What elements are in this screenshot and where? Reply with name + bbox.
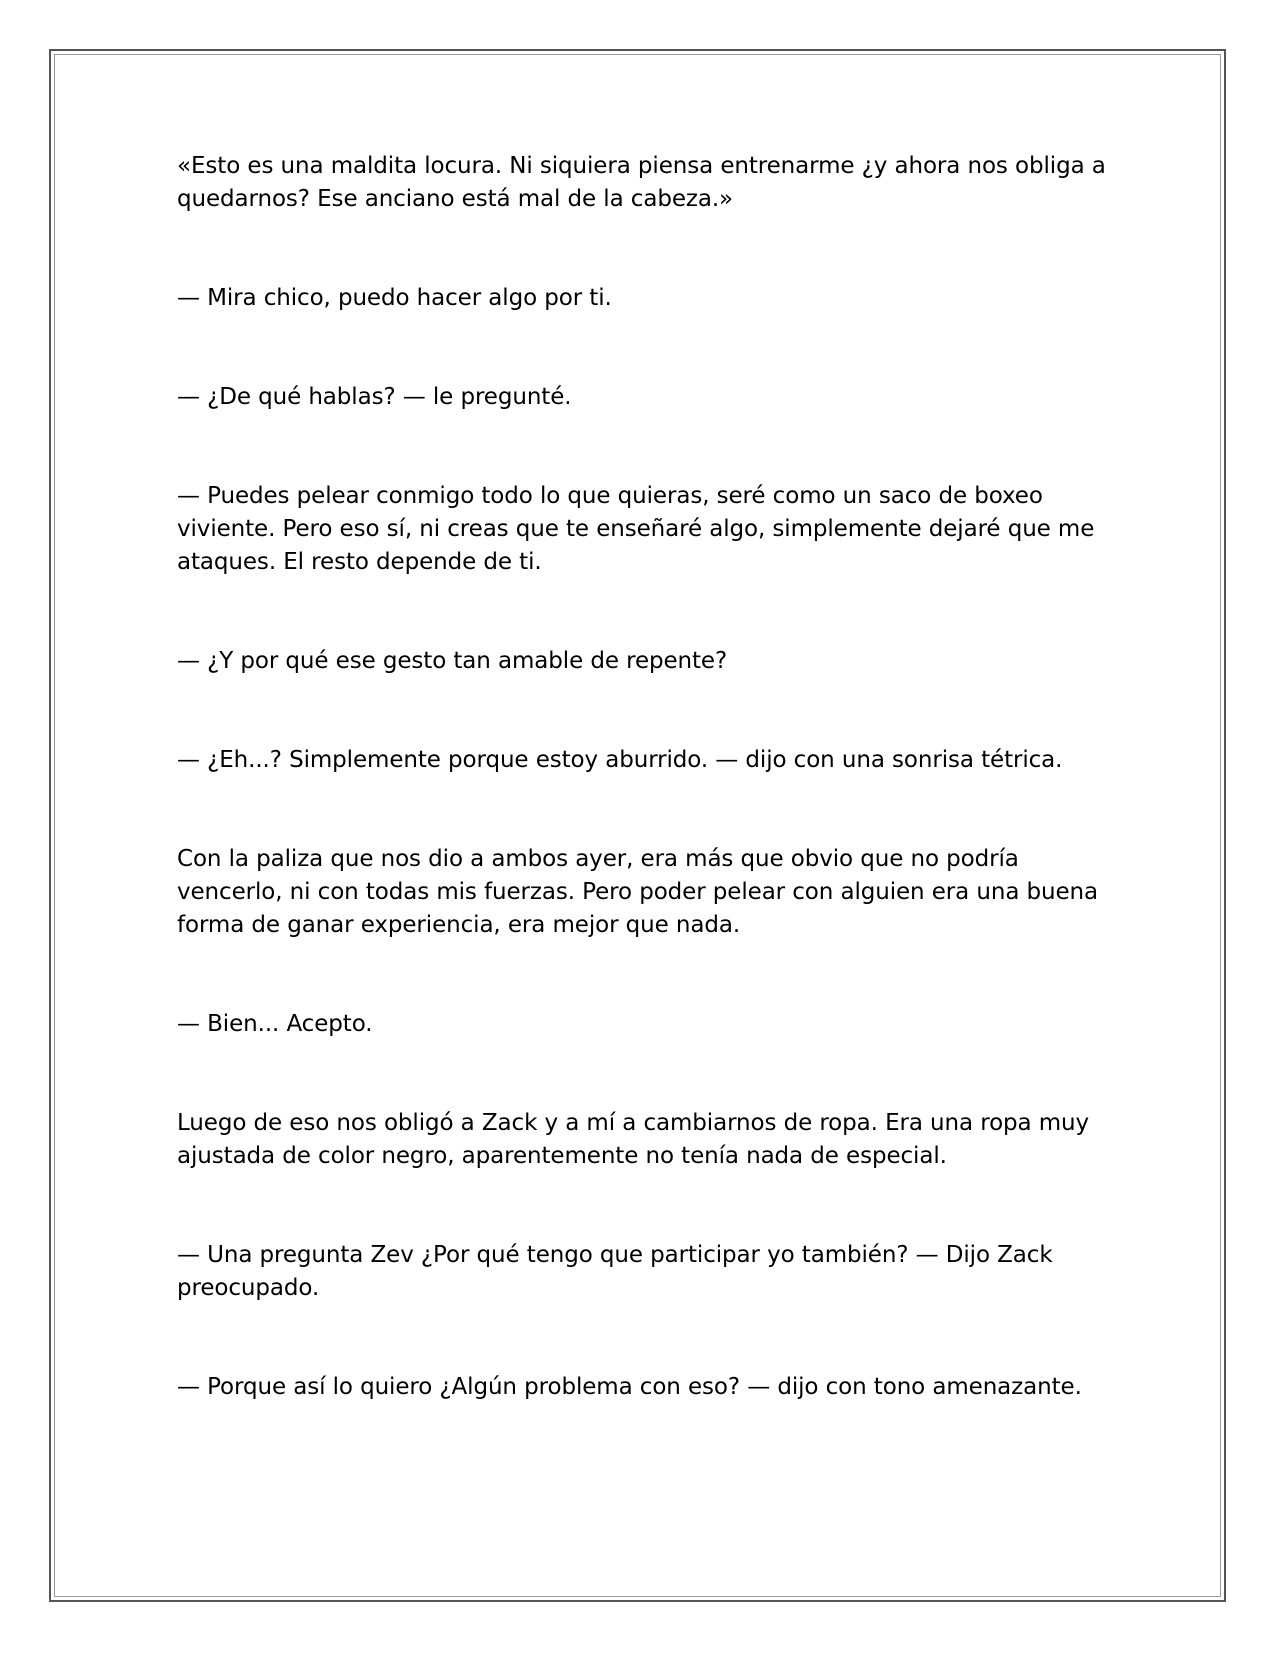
paragraph-8: — Bien... Acepto. [177,1011,373,1037]
paragraph-2: — Mira chico, puedo hacer algo por ti. [177,285,612,311]
paragraph-3: — ¿De qué hablas? — le pregunté. [177,384,572,410]
paragraph-7: Con la paliza que nos dio a ambos ayer, era más que obvio que no podría vencerlo, ni con todas mis fuerzas. Pero poder pelear con alguien era una buena forma de ganar experiencia, era mejor que nada. [177,846,1099,938]
paragraph-4: — Puedes pelear conmigo todo lo que quieras, seré como un saco de boxeo viviente. Pero eso sí, ni creas que te enseñaré algo, simplemente dejaré que me ataques. El resto depende de ti. [177,483,1095,575]
paragraph-10: — Una pregunta Zev ¿Por qué tengo que participar yo también? — Dijo Zack preocupado. [177,1242,1053,1301]
paragraph-6: — ¿Eh...? Simplemente porque estoy aburrido. — dijo con una sonrisa tétrica. [177,747,1063,773]
paragraph-9: Luego de eso nos obligó a Zack y a mí a cambiarnos de ropa. Era una ropa muy ajustada de color negro, aparentemente no tenía nada de especial. [177,1110,1090,1169]
paragraph-5: — ¿Y por qué ese gesto tan amable de repente? [177,648,728,674]
paragraph-11: — Porque así lo quiero ¿Algún problema con eso? — dijo con tono amenazante. [177,1374,1082,1400]
document-body [177,150,1107,1470]
paragraph-1: «Esto es una maldita locura. Ni siquiera piensa entrenarme ¿y ahora nos obliga a quedarnos? Ese anciano está mal de la cabeza.» [177,153,1106,212]
